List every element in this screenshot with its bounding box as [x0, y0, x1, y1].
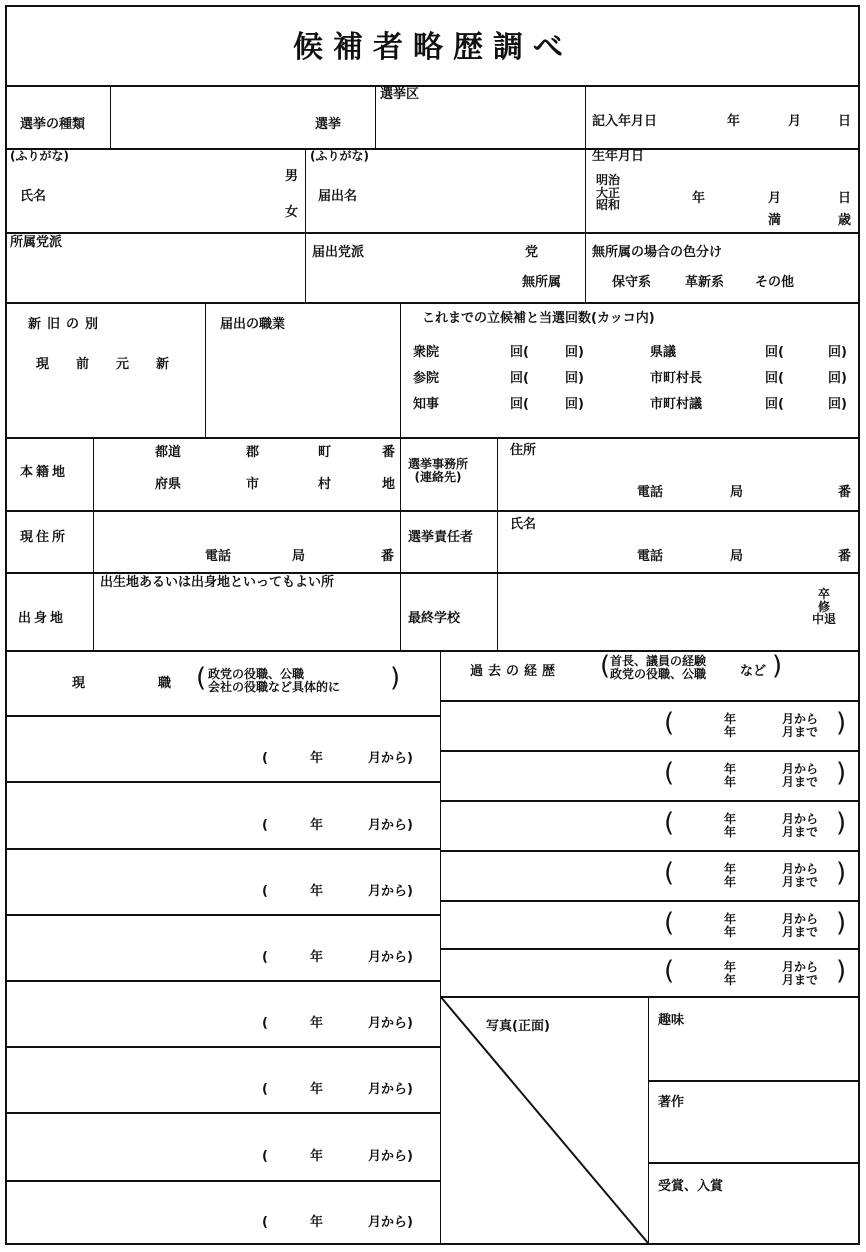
count-open: 回( — [765, 397, 784, 412]
current-post-entry-field[interactable] — [10, 1184, 260, 1240]
gender-female-option[interactable]: 女 — [285, 205, 299, 220]
divider — [440, 800, 858, 802]
occupation-label: 届出の職業 — [220, 317, 286, 332]
year-label: 年 — [310, 884, 324, 899]
paren-close: ) — [836, 758, 847, 788]
past-career-label: 過去の経歴 — [470, 664, 561, 679]
count-close: 回) — [565, 371, 584, 386]
months-label: 月から 月まで — [782, 862, 819, 889]
conservative-option[interactable]: 保守系 — [612, 275, 652, 290]
current-post-entry-field[interactable] — [10, 984, 260, 1040]
number-label: 番 — [838, 485, 852, 500]
hobby-field[interactable] — [652, 1032, 852, 1076]
filed-name-field[interactable] — [380, 165, 580, 225]
current-post-label: 職 — [158, 676, 172, 691]
hobby-label: 趣味 — [658, 1013, 685, 1028]
city-label: 市 — [246, 477, 260, 492]
current-post-note: 政党の役職、公職 会社の役職など具体的に — [208, 667, 341, 694]
past-career-note: 首長、議員の経験 政党の役職、公職 — [610, 654, 707, 681]
manager-name-field[interactable] — [540, 515, 850, 543]
count-close: 回) — [828, 397, 847, 412]
works-label: 著作 — [658, 1095, 685, 1110]
form-title: 候補者略歴調べ — [293, 30, 573, 65]
history-title: これまでの立候補と当選回数(カッコ内) — [422, 311, 655, 326]
count-close: 回) — [828, 371, 847, 386]
divider — [375, 85, 376, 148]
divider — [5, 1180, 440, 1182]
current-post-label: 現 — [72, 676, 86, 691]
paren-open: ( — [664, 956, 675, 986]
works-field[interactable] — [652, 1114, 852, 1158]
election-type-label: 選挙の種類 — [20, 117, 86, 132]
independent-option[interactable]: 無所属 — [522, 275, 562, 290]
divider — [440, 700, 858, 702]
divider — [305, 148, 306, 302]
domicile-label: 本籍地 — [20, 465, 69, 480]
divider — [648, 1162, 858, 1164]
furigana-label: (ふりがな) — [10, 149, 69, 163]
month-from-label: 月から) — [368, 1016, 413, 1031]
months-label: 月から 月まで — [782, 762, 819, 789]
years-label: 年 年 — [724, 812, 737, 839]
past-career-entry-field[interactable] — [446, 754, 661, 796]
party-suffix: 党 — [525, 245, 539, 260]
last-school-label: 最終学校 — [408, 611, 461, 626]
year-label: 年 — [310, 1016, 324, 1031]
divider — [440, 948, 858, 950]
divider — [440, 900, 858, 902]
current-address-label: 現住所 — [20, 530, 69, 545]
campaign-office-label: 選挙事務所 (連絡先) — [408, 457, 469, 484]
paren-close: ) — [836, 908, 847, 938]
years-label: 年 年 — [724, 762, 737, 789]
divider — [497, 437, 498, 650]
age-suffix: 歳 — [838, 213, 852, 228]
paren-open: ( — [664, 758, 675, 788]
divider — [5, 572, 858, 574]
pref-label: 都道 — [155, 445, 182, 460]
history-label: 市町村議 — [650, 397, 703, 412]
year-label: 年 — [310, 950, 324, 965]
divider — [5, 650, 858, 652]
divider — [5, 980, 440, 982]
village-label: 村 — [318, 477, 332, 492]
years-label: 年 年 — [724, 960, 737, 987]
past-career-note-suffix: など — [740, 664, 767, 679]
phone-label: 電話 — [637, 549, 664, 564]
paren-open: ( — [262, 751, 268, 766]
month-label: 月 — [788, 114, 802, 129]
count-open: 回( — [510, 345, 529, 360]
month-from-label: 月から) — [368, 950, 413, 965]
past-career-entry-field[interactable] — [446, 904, 661, 946]
paren-close: ) — [836, 708, 847, 738]
district-field[interactable] — [378, 105, 582, 145]
filed-party-label: 届出党派 — [312, 245, 365, 260]
paren-open: ( — [262, 1215, 268, 1230]
divider — [5, 848, 440, 850]
divider — [5, 232, 858, 234]
divider — [5, 715, 440, 717]
count-open: 回( — [765, 371, 784, 386]
pref-label: 府県 — [155, 477, 182, 492]
current-post-entry-field[interactable] — [10, 1050, 260, 1106]
divider — [648, 1080, 858, 1082]
divider — [5, 1046, 440, 1048]
current-post-entry-field[interactable] — [10, 785, 260, 841]
count-close: 回) — [565, 397, 584, 412]
birth-date-label: 生年月日 — [592, 149, 645, 164]
paren-open: ( — [664, 858, 675, 888]
year-label: 年 — [692, 191, 706, 206]
exchange-label: 局 — [730, 549, 744, 564]
era-options[interactable]: 明治 大正 昭和 — [596, 173, 621, 213]
paren-close: ) — [836, 956, 847, 986]
entry-date-label: 記入年月日 — [592, 114, 658, 129]
years-label: 年 年 — [724, 712, 737, 739]
divider — [110, 85, 111, 148]
divider — [440, 850, 858, 852]
past-career-entry-field[interactable] — [446, 704, 661, 746]
graduation-status-options[interactable]: 卒 修 中退 — [812, 587, 837, 627]
divider — [440, 750, 858, 752]
year-label: 年 — [310, 1149, 324, 1164]
paren-open: ( — [262, 1016, 268, 1031]
history-label: 市町村長 — [650, 371, 703, 386]
status-new-option[interactable]: 新 — [156, 357, 170, 372]
status-ex-option[interactable]: 元 — [116, 357, 130, 372]
count-open: 回( — [510, 397, 529, 412]
divider — [5, 1112, 440, 1114]
count-open: 回( — [510, 371, 529, 386]
paren-close: ) — [836, 858, 847, 888]
election-label: 選挙 — [315, 117, 342, 132]
history-label: 知事 — [413, 397, 440, 412]
month-label: 月 — [768, 191, 782, 206]
current-post-entry-field[interactable] — [10, 1116, 260, 1172]
last-school-field[interactable] — [502, 577, 802, 645]
years-label: 年 年 — [724, 912, 737, 939]
divider — [93, 437, 94, 650]
month-from-label: 月から) — [368, 818, 413, 833]
paren-open: ( — [262, 950, 268, 965]
day-label: 日 — [838, 114, 852, 129]
paren-open: ( — [664, 808, 675, 838]
birthplace-hint: 出生地あるいは出身地といってもよい所 — [100, 575, 335, 590]
history-label: 県議 — [650, 345, 677, 360]
divider — [400, 302, 401, 437]
filed-name-label: 届出名 — [318, 189, 358, 204]
current-post-entry-field[interactable] — [10, 719, 260, 775]
year-label: 年 — [310, 1082, 324, 1097]
name-field[interactable] — [60, 165, 270, 225]
photo-label: 写真(正面) — [486, 1019, 550, 1034]
paren-open: ( — [664, 908, 675, 938]
count-close: 回) — [828, 345, 847, 360]
number-label: 番 — [381, 549, 395, 564]
month-from-label: 月から) — [368, 1082, 413, 1097]
address-label: 住所 — [510, 443, 537, 458]
exchange-label: 局 — [730, 485, 744, 500]
month-from-label: 月から) — [368, 1149, 413, 1164]
months-label: 月から 月まで — [782, 960, 819, 987]
number-label: 番 — [838, 549, 852, 564]
awards-field[interactable] — [652, 1198, 852, 1238]
age-prefix: 満 — [768, 213, 782, 228]
photo-area[interactable] — [444, 1040, 644, 1238]
divider — [400, 437, 401, 650]
campaign-manager-label: 選挙責任者 — [408, 530, 474, 545]
day-label: 日 — [838, 191, 852, 206]
office-address-field[interactable] — [540, 444, 850, 474]
paren-open: ( — [262, 1082, 268, 1097]
furigana-label: (ふりがな) — [310, 149, 369, 163]
phone-label: 電話 — [637, 485, 664, 500]
party-field[interactable] — [10, 255, 300, 297]
status-former-option[interactable]: 前 — [76, 357, 90, 372]
gender-male-option[interactable]: 男 — [285, 169, 299, 184]
divider — [585, 85, 586, 148]
independent-class-label: 無所属の場合の色分け — [592, 245, 723, 260]
progressive-option[interactable]: 革新系 — [685, 275, 725, 290]
district-label: 選挙区 — [380, 87, 420, 102]
years-label: 年 年 — [724, 862, 737, 889]
paren-open: ( — [262, 884, 268, 899]
divider — [5, 148, 858, 150]
divider — [205, 302, 206, 437]
exchange-label: 局 — [292, 549, 306, 564]
divider — [5, 914, 440, 916]
occupation-field[interactable] — [210, 340, 395, 432]
town-label: 町 — [318, 445, 332, 460]
current-post-entry-field[interactable] — [10, 852, 260, 908]
paren-open: ( — [664, 708, 675, 738]
month-from-label: 月から) — [368, 884, 413, 899]
election-type-field[interactable] — [112, 88, 302, 146]
manager-name-label: 氏名 — [510, 517, 537, 532]
divider — [5, 510, 858, 512]
history-label: 衆院 — [413, 345, 440, 360]
count-close: 回) — [565, 345, 584, 360]
party-label: 所属党派 — [10, 235, 63, 250]
year-label: 年 — [310, 751, 324, 766]
paren-close: ) — [836, 808, 847, 838]
divider — [5, 302, 858, 304]
past-career-entry-field[interactable] — [446, 804, 661, 846]
birthplace-field[interactable] — [100, 595, 395, 645]
year-label: 年 — [310, 1215, 324, 1230]
phone-label: 電話 — [205, 549, 232, 564]
ban-label: 番 — [382, 445, 396, 460]
paren-open: ( — [262, 818, 268, 833]
months-label: 月から 月まで — [782, 912, 819, 939]
status-current-option[interactable]: 現 — [36, 357, 50, 372]
past-career-entry-field[interactable] — [446, 952, 661, 994]
history-label: 参院 — [413, 371, 440, 386]
other-option[interactable]: その他 — [755, 275, 795, 290]
paren-open: ( — [262, 1149, 268, 1164]
gun-label: 郡 — [246, 445, 260, 460]
divider — [5, 781, 440, 783]
count-open: 回( — [765, 345, 784, 360]
months-label: 月から 月まで — [782, 812, 819, 839]
month-from-label: 月から) — [368, 751, 413, 766]
current-post-entry-field[interactable] — [10, 918, 260, 974]
year-label: 年 — [727, 114, 741, 129]
divider — [585, 148, 586, 302]
birthplace-label: 出身地 — [18, 611, 67, 626]
status-label: 新旧の別 — [28, 317, 105, 332]
divider — [5, 85, 858, 87]
name-label: 氏名 — [20, 189, 47, 204]
current-address-field[interactable] — [100, 515, 395, 543]
months-label: 月から 月まで — [782, 712, 819, 739]
awards-label: 受賞、入賞 — [658, 1179, 724, 1194]
month-from-label: 月から) — [368, 1215, 413, 1230]
year-label: 年 — [310, 818, 324, 833]
divider — [5, 437, 858, 439]
past-career-entry-field[interactable] — [446, 854, 661, 896]
chi-label: 地 — [382, 477, 396, 492]
